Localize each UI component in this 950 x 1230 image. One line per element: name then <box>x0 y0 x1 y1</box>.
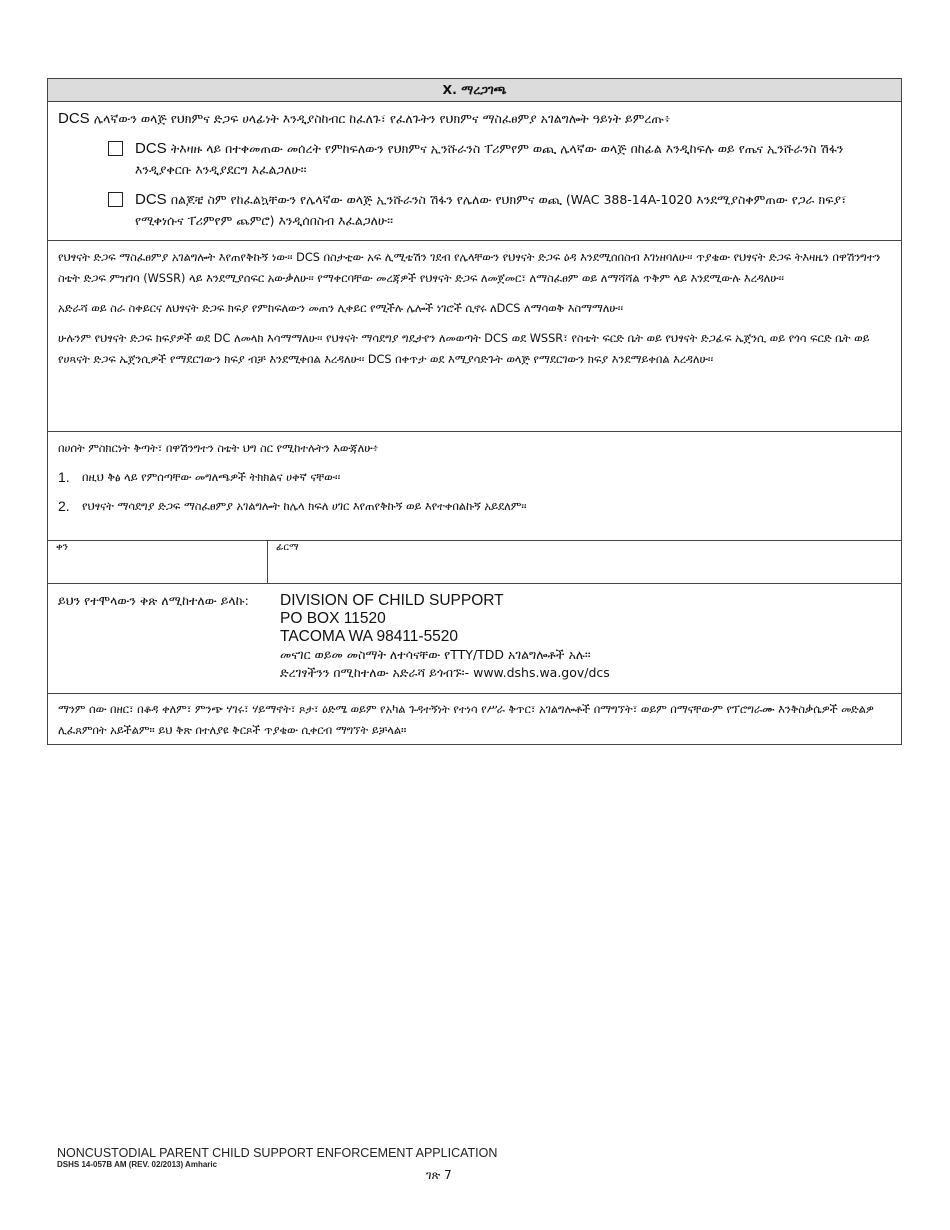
term-1: የህፃናት ድጋፍ ማስፈፀምያ አገልግሎት እየጠየቅኩኝ ነው፡፡ DCS በስታቲው አፍ ሊሚቴሽን ገደብ የሌላቸውን የህፃናት ድጋፍ ዕዳ እንደሚሰበስብ እገነዘባለሁ፡፡ ጥያቄው የህፃናት ድጋፍ ትእዛዜን በዋሽንግተን ስቴት ድጋፍ ምዝገባ (WSSR) ላይ እንደሚያሰፍር አውቃለሁ፡፡ የማቀርባቸው መረጃዎች የህፃናት ድጋፍ ለመጀመር፣ ለማስፈፀም ወይ ለማሻሻል ጥቅም ላይ እንደሚውሉ እረዳለሁ፡፡ <box>58 251 881 285</box>
option-uninsured-text: በልጆቼ ስም የከፈልኳቸውን የሌላኛው ወላጅ ኢንሹራንስ ሽፋን የሌለው የህክምና ወጪ (WAC 388-14A-1020 እንደሚያስቀምጠው የጋራ ክፍያ፣ የሚቀነሱና ፐሪምየም ጨምሮ) እንዲሰበስብ እፈልጋለሁ፡፡ <box>135 192 847 228</box>
option-premium[interactable]: DCS ትእዛዙ ላይ በተቀመጠው መሰረት የምከፍለውን የህክምና ኢንሹራንስ ፐሪምየም ወጪ ሌላኛው ወላጅ በከፊል እንዲከፍሉ ወይ የጤና ኢንሹራንስ ሽፋን እንዲያቀርቡ እንዲያደርግ እፈልጋለሁ፡፡ <box>98 138 891 180</box>
certification-form <box>47 78 902 745</box>
signature-row <box>48 540 901 583</box>
option-uninsured[interactable]: DCS በልጆቼ ስም የከፈልኳቸውን የሌላኛው ወላጅ ኢንሹራንስ ሽፋን የሌለው የህክምና ወጪ (WAC 388-14A-1020 እንደሚያስቀምጠው የጋራ ክፍያ፣ የሚቀነሱና ፐሪምየም ጨምሮ) እንዲሰበስብ እፈልጋለሁ፡፡ <box>98 189 891 231</box>
checkbox-uninsured[interactable] <box>108 192 123 207</box>
form-id: DSHS 14-057B AM (REV. 02/2013) Amharic <box>57 1160 218 1169</box>
address-org: DIVISION OF CHILD SUPPORT <box>280 592 504 609</box>
request-intro: DCS ሌላኛውን ወላጅ የህክምና ድጋፍ ሀላፊነት እንዲያስከብር ከፈለጉ፣ የፈለጉትን የህክምና ማስፈፀምያ አገልግሎት ዓይነት ይምረጡ፥ <box>58 110 671 127</box>
signature-label: ፊርማ <box>276 542 299 553</box>
declaration-intro: በሀሰት ምስክርነት ቅጣት፣ በዋሽንግተን ስቴት ህግ ስር የሚከተሉትን እውጃለሁ፥ <box>58 442 379 455</box>
term-2: አድራሻ ወይ ስራ ስቀይርና ለህፃናት ድጋፍ ክፍያ የምከፍለውን መጠን ሊቀይር የሚችሉ ሌሎች ነገሮች ሲኖሩ ለDCS ለማሳወቅ እስማማለሁ፡፡ <box>58 302 624 315</box>
option-premium-text: ትእዛዙ ላይ በተቀመጠው መሰረት የምከፍለውን የህክምና ኢንሹራንስ ፐሪምየም ወጪ ሌላኛው ወላጅ በከፊል እንዲከፍሉ ወይ የጤና ኢንሹራንስ ሽፋን እንዲያቀርቡ እንዲያደርግ እፈልጋለሁ፡፡ <box>135 141 844 177</box>
signature-field[interactable] <box>268 541 307 583</box>
mail-label: ይህን የተሞላውን ቅጽ ለሚከተለው ይላኩ: <box>58 593 249 608</box>
declaration-item: 1. በዚህ ቅፅ ላይ የምሰጣቸው መግለጫዎች ትክክልና ሀቀኛ ናቸው፡፡ <box>58 469 341 485</box>
page-number: ገጽ 7 <box>426 1168 452 1182</box>
tty-note: መናገር ወይመ መስማት ለተሳናቸው የTTY/TDD አገልግሎቶች አሉ፡፡ <box>280 647 591 662</box>
declaration-section <box>48 431 901 540</box>
form-title: NONCUSTODIAL PARENT CHILD SUPPORT ENFORCEMENT APPLICATION <box>57 1146 498 1160</box>
declaration-item: 2. የህፃናት ማሳደግያ ድጋፍ ማስፈፀምያ አገልግሎት ከሌላ ክፍለ ሀገር እየጠየቅኩኝ ወይ እየተቀበልኩኝ አይደለም፡፡ <box>58 498 527 514</box>
address-box: PO BOX 11520 <box>280 610 386 627</box>
nondiscrimination-notice: ማንም ሰው በዘር፣ በቆዳ ቀለም፣ ምንጭ ሃገሩ፣ ሃይማኖት፣ ጾታ፣ ዕድሜ ወይም የአካል ጉዳተኝነት የተነሳ የሥራ ቅጥር፣ አገልግሎቶች በማግኘት፣ ወይም በማናቸውም የፕሮግራሙ እንቅስቃሴዎች መድልዎ ሊፈጸምበት አይችልም። ይህ ቅጽ በተለያዩ ቅርጾች ጥያቄው ሲቀርብ ማግኘት ይቻላል። <box>48 693 901 744</box>
terms-section <box>48 240 901 431</box>
address-city: TACOMA WA 98411-5520 <box>280 628 459 645</box>
term-3: ሁሉንም የህፃናት ድጋፍ ክፍያዎች ወደ DC ለመላክ እሳማማለሁ፡፡ የህፃናት ማሳደግያ ግዴታየን ለመወጣት DCS ወደ WSSR፣ የስቴት ፍርድ ቤት ወይ የህፃናት ድጋፊፍ ኤጀንሲ ወይ የጎሳ ፍርድ ቤት ወይ የሀጻናት ድጋፍ ኤጀንሲዎች የማደርገውን ክፍያ ብቻ እንደሚቀበል እረዳለሁ፡፡ DCS በቀጥታ ወደ እሚያሳድጉት ወላጅ የማደርገውን ክፍያ እንደማይቀበል እረዳለሁ፡፡ <box>58 332 870 366</box>
section-title: X. ማረጋገጫ <box>48 79 901 101</box>
footer <box>57 1146 497 1169</box>
mailing-section <box>48 583 901 693</box>
mailing-address <box>280 592 610 685</box>
medical-support-request <box>48 101 901 240</box>
website-link[interactable]: ድረገፃችንን በሚከተለው አድራሻ ይጎብኙ፡- www.dshs.wa.gov/dcs <box>280 665 610 680</box>
date-label: ቀን <box>56 542 68 553</box>
date-field[interactable] <box>48 541 268 583</box>
checkbox-premium[interactable] <box>108 141 123 156</box>
